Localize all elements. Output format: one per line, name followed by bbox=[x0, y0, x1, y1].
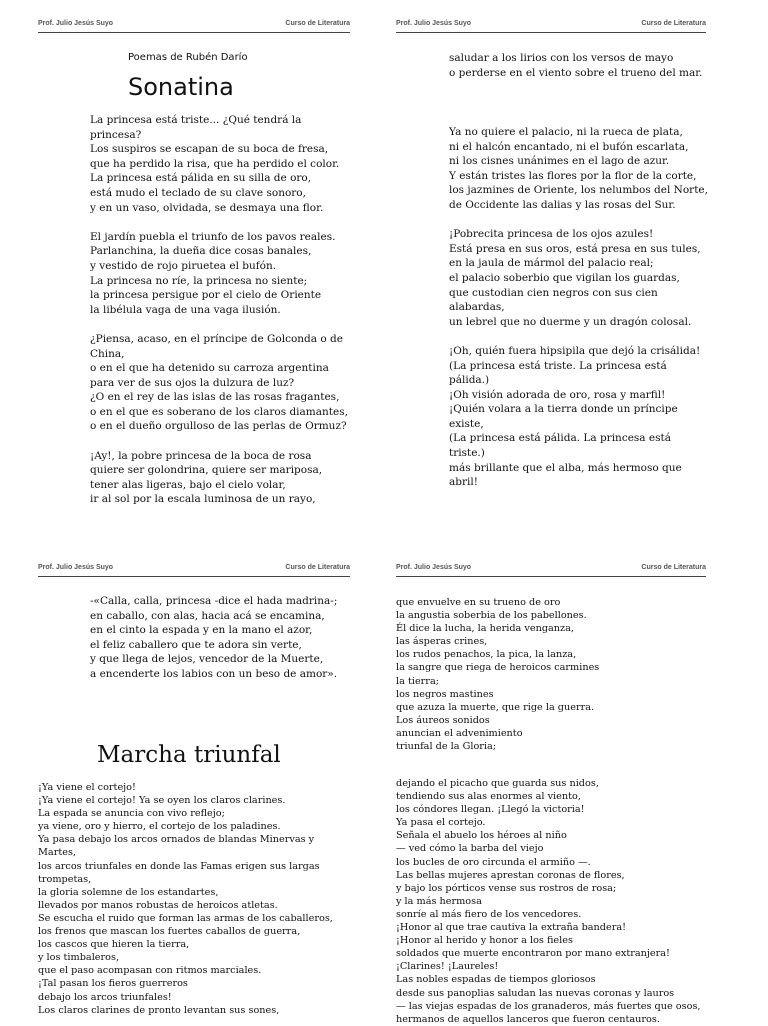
verse-line: ¡Tal pasan los fieros guerreros bbox=[38, 978, 188, 990]
verse-line: princesa? bbox=[90, 128, 142, 141]
verse-line: el palacio soberbio que vigilan los guardas, bbox=[449, 271, 680, 284]
verse-line: Está presa en sus oros, está presa en sus tules, bbox=[449, 242, 701, 255]
sonatina-stanzas-left bbox=[90, 113, 348, 507]
header-course: Curso de Literatura bbox=[641, 20, 706, 27]
verse-line: La espada se anuncia con vivo reflejo; bbox=[38, 808, 225, 820]
verse-line: las ásperas crines, bbox=[396, 636, 488, 648]
verse-line: Los áureos sonidos bbox=[396, 714, 490, 726]
verse-line: ¡Ya viene el cortejo! bbox=[38, 782, 136, 793]
verse-line: y en un vaso, olvidada, se desmaya una flor. bbox=[90, 201, 324, 214]
verse-line: abril! bbox=[449, 476, 478, 489]
sonatina-stanza-continuation bbox=[449, 51, 702, 80]
verse-line: (La princesa está pálida. La princesa está bbox=[449, 432, 671, 445]
verse-line: los arcos triunfales en donde las Famas erigen sus largas bbox=[38, 860, 320, 872]
verse-line: ¡Honor al herido y honor a los fieles bbox=[396, 935, 573, 947]
stanza-break bbox=[90, 434, 348, 449]
verse-line: trompetas, bbox=[38, 873, 92, 885]
verse-line: y la más hermosa bbox=[396, 895, 482, 907]
header-author: Prof. Julio Jesús Suyo bbox=[38, 564, 114, 571]
verse-line: La princesa está pálida en su silla de oro, bbox=[90, 172, 312, 185]
verse-line: ya viene, oro y hierro, el cortejo de los paladines. bbox=[38, 821, 281, 833]
verse-line: ¡Quién volara a la tierra donde un príncipe bbox=[449, 403, 678, 416]
verse-line: y vestido de rojo piruetea el bufón. bbox=[90, 259, 277, 272]
verse-line: la tierra; bbox=[396, 675, 439, 687]
verse-line: a encenderte los labios con un beso de amor». bbox=[90, 667, 338, 680]
verse-line: Las bellas mujeres aprestan coronas de flores, bbox=[396, 869, 625, 881]
verse-line: la gloria solemne de los estandartes, bbox=[38, 886, 219, 898]
verse-line: los rudos penachos, la pica, la lanza, bbox=[396, 649, 577, 661]
verse-line: el feliz caballero que te adora sin verte, bbox=[90, 638, 302, 651]
verse-line: de Occidente las dalias y las rosas del Sur. bbox=[449, 198, 676, 211]
verse-line: en el cinto la espada y en la mano el azor, bbox=[90, 624, 313, 637]
verse-line: Se escucha el ruido que forman las armas de los caballeros, bbox=[38, 912, 333, 924]
verse-line: llevados por manos robustas de heroicos atletas. bbox=[38, 899, 278, 911]
verse-line: los bucles de oro circunda el armiño —. bbox=[396, 856, 591, 868]
header-course: Curso de Literatura bbox=[285, 564, 350, 571]
verse-line: ¡Oh, quién fuera hipsipila que dejó la crisálida! bbox=[449, 344, 701, 357]
verse-line: los negros mastines bbox=[396, 688, 494, 700]
verse-line: El jardín puebla el triunfo de los pavos reales. bbox=[90, 230, 336, 243]
verse-line: que el paso acompasan con ritmos marciales. bbox=[38, 965, 262, 977]
header-course: Curso de Literatura bbox=[641, 564, 706, 571]
verse-line: ¡Honor al que trae cautiva la extraña bandera! bbox=[396, 922, 627, 934]
header-course: Curso de Literatura bbox=[285, 20, 350, 27]
verse-line: ¡Ya viene el cortejo! Ya se oyen los claros clarines. bbox=[38, 795, 286, 807]
verse-line: que azuza la muerte, que rige la guerra. bbox=[396, 701, 595, 713]
page-header-top-right bbox=[396, 18, 706, 33]
verse-line: ¿O en el rey de las islas de las rosas fragantes, bbox=[90, 391, 340, 404]
collection-label: Poemas de Rubén Darío bbox=[128, 52, 248, 63]
verse-line: para ver de sus ojos la dulzura de luz? bbox=[90, 376, 295, 389]
verse-line: existe, bbox=[449, 417, 484, 430]
verse-line: o en el que ha detenido su carroza argentina bbox=[90, 362, 329, 375]
verse-line: ¡Pobrecita princesa de los ojos azules! bbox=[449, 228, 654, 241]
verse-line: o perderse en el viento sobre el trueno del mar. bbox=[449, 66, 703, 79]
verse-line: — las viejas espadas de los granaderos, más fuertes que osos, bbox=[396, 1000, 701, 1012]
verse-line: -«Calla, calla, princesa -dice el hada madrina-; bbox=[90, 595, 338, 607]
verse-line: soldados que muerte encontraron por mano extranjera! bbox=[396, 948, 670, 960]
verse-line: los cóndores llegan. ¡Llegó la victoria! bbox=[396, 804, 585, 816]
marcha-verses-right-top bbox=[396, 596, 599, 753]
verse-line: ¿Piensa, acaso, en el príncipe de Golconda o de bbox=[90, 332, 343, 345]
verse-line: ¡Clarines! ¡Laureles! bbox=[396, 961, 499, 973]
poem-title-marcha-triunfal: Marcha triunfal bbox=[97, 742, 281, 768]
verse-line: dejando el picacho que guarda sus nidos, bbox=[396, 778, 599, 789]
verse-line: está mudo el teclado de su clave sonoro, bbox=[90, 186, 306, 199]
verse-line: alabardas, bbox=[449, 301, 505, 314]
verse-line: La princesa no ríe, la princesa no siente; bbox=[90, 274, 308, 287]
stanza-break bbox=[449, 329, 708, 344]
page-header-top-left bbox=[38, 18, 350, 33]
verse-line: y bajo los pórticos vense sus rostros de rosa; bbox=[396, 882, 617, 894]
stanza-break bbox=[90, 215, 348, 230]
verse-line: desde sus panoplias saludan las nuevas coronas y lauros bbox=[396, 987, 675, 999]
verse-line: Ya pasa el cortejo. bbox=[396, 817, 486, 829]
verse-line: pálida.) bbox=[449, 374, 490, 387]
page-header-bottom-left bbox=[38, 562, 350, 577]
verse-line: más brillante que el alba, más hermoso que bbox=[449, 461, 682, 474]
header-author: Prof. Julio Jesús Suyo bbox=[396, 20, 472, 27]
verse-line: ni los cisnes unánimes en el lago de azur. bbox=[449, 155, 670, 168]
verse-line: anuncian el advenimiento bbox=[396, 727, 523, 739]
marcha-verses-left bbox=[38, 781, 333, 1017]
verse-line: Señala el abuelo los héroes al niño bbox=[396, 830, 567, 842]
sonatina-stanzas-right bbox=[449, 125, 708, 490]
verse-line: quiere ser golondrina, quiere ser mariposa, bbox=[90, 464, 323, 477]
verse-line: Las nobles espadas de tiempos gloriosos bbox=[396, 974, 596, 986]
verse-line: Los claros clarines de pronto levantan sus sones, bbox=[38, 1004, 280, 1016]
verse-line: tener alas ligeras, bajo el cielo volar, bbox=[90, 478, 286, 491]
stanza-break bbox=[90, 317, 348, 332]
verse-line: saludar a los lirios con los versos de mayo bbox=[449, 52, 674, 64]
verse-line: China, bbox=[90, 347, 125, 360]
verse-line: y que llega de lejos, vencedor de la Muerte, bbox=[90, 653, 324, 666]
verse-line: y los timbaleros, bbox=[38, 952, 120, 964]
stanza-break bbox=[449, 213, 708, 228]
verse-line: debajo los arcos triunfales! bbox=[38, 991, 172, 1003]
verse-line: Martes, bbox=[38, 847, 77, 859]
verse-line: la libélula vaga de una vaga ilusión. bbox=[90, 303, 281, 316]
verse-line: hermanos de aquellos lanceros que fueron centauros. bbox=[396, 1013, 660, 1025]
verse-line: ¡Ay!, la pobre princesa de la boca de rosa bbox=[90, 449, 312, 462]
header-author: Prof. Julio Jesús Suyo bbox=[396, 564, 472, 571]
verse-line: ir al sol por la escala luminosa de un rayo, bbox=[90, 493, 316, 506]
verse-line: ¡Oh visión adorada de oro, rosa y marfil! bbox=[449, 388, 666, 401]
header-author: Prof. Julio Jesús Suyo bbox=[38, 20, 114, 27]
verse-line: la sangre que riega de heroicos carmines bbox=[396, 662, 600, 674]
verse-line: Parlanchina, la dueña dice cosas banales, bbox=[90, 245, 312, 258]
verse-line: la princesa persigue por el cielo de Oriente bbox=[90, 289, 322, 302]
verse-line: que ha perdido la risa, que ha perdido el color. bbox=[90, 157, 340, 170]
verse-line: que custodian cien negros con sus cien bbox=[449, 286, 658, 299]
verse-line: los jazmines de Oriente, los nelumbos del Norte, bbox=[449, 184, 708, 197]
verse-line: que envuelve en su trueno de oro bbox=[396, 597, 561, 608]
verse-line: Y están tristes las flores por la flor de la corte, bbox=[449, 169, 697, 182]
verse-line: tendiendo sus alas enormes al viento, bbox=[396, 791, 581, 803]
verse-line: en caballo, con alas, hacia acá se encamina, bbox=[90, 609, 325, 622]
verse-line: — ved cómo la barba del viejo bbox=[396, 843, 544, 855]
verse-line: o en el dueño orgulloso de las perlas de Ormuz? bbox=[90, 420, 347, 433]
verse-line: los cascos que hieren la tierra, bbox=[38, 939, 190, 951]
verse-line: o en el que es soberano de los claros diamantes, bbox=[90, 405, 348, 418]
verse-line: ni el halcón encantado, ni el bufón escarlata, bbox=[449, 140, 689, 153]
verse-line: un lebrel que no duerme y un dragón colosal. bbox=[449, 315, 692, 328]
verse-line: la angustia soberbia de los pabellones. bbox=[396, 610, 587, 622]
sonatina-final-stanza bbox=[90, 594, 337, 682]
verse-line: Los suspiros se escapan de su boca de fresa, bbox=[90, 143, 329, 156]
poem-title-sonatina: Sonatina bbox=[128, 73, 234, 101]
verse-line: Ya pasa debajo los arcos ornados de blandas Minervas y bbox=[38, 834, 315, 846]
page-header-bottom-right bbox=[396, 562, 706, 577]
verse-line: La princesa está triste... ¿Qué tendrá la bbox=[90, 114, 302, 126]
verse-line: (La princesa está triste. La princesa está bbox=[449, 359, 667, 372]
verse-line: Él dice la lucha, la herida venganza, bbox=[396, 623, 575, 635]
verse-line: triste.) bbox=[449, 447, 485, 460]
verse-line: Ya no quiere el palacio, ni la rueca de plata, bbox=[449, 126, 683, 138]
marcha-verses-right bbox=[396, 777, 701, 1026]
verse-line: sonríe al más fiero de los vencedores. bbox=[396, 908, 582, 920]
verse-line: en la jaula de mármol del palacio real; bbox=[449, 257, 654, 270]
verse-line: los frenos que mascan los fuertes caballos de guerra, bbox=[38, 926, 301, 938]
verse-line: triunfal de la Gloria; bbox=[396, 741, 497, 753]
